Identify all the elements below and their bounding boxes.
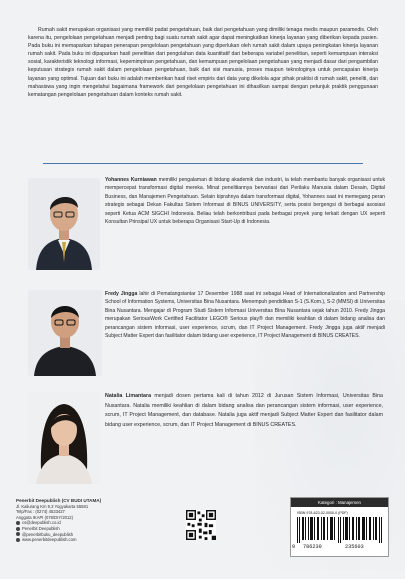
publisher-address: Jl. Kaliurang Km 9,3 Yogyakarta 55581 [16, 503, 89, 509]
publisher-member: Anggota IKAPI (076/DIY/2012) [16, 514, 74, 520]
email-icon [16, 521, 20, 525]
author-photo-fredy [28, 290, 102, 376]
author-name: Yohannes Kurniawan [105, 177, 157, 183]
publisher-name: Penerbit Deepublish (CV BUDI UTAMA) [16, 498, 102, 503]
publisher-phone: Telp/Fax : (0274) 4533427 [16, 509, 65, 515]
barcode-digit-first: 9 [292, 544, 296, 550]
author-bio-text: memiliki pengalaman di bidang akademik dan industri, ia telah membantu banyak organisasi untuk mempercepat transformasi digital mereka. Minat penelitiannya bervariasi dari Perilaku Manusia dalam Desain, Digital Business, dan Manajemen Pengetahuan. Selain kiprahnya dalam transformasi digital, Yohannes saat ini memegang peran strategis sebagai Dekan Fakultas Sistem Informasi di BINUS UNIVERSITY, serta posisi bergengsi di berbagai asosiasi seperti Ketua ACM SIGCHI Indonesia. Beliau telah berkontribusi pada berbagai proyek yang terkait dengan UX seperti Konsultan Prinsipal UX untuk beberapa Organisasi Start-Up di Indonesia. [105, 177, 386, 226]
publisher-email: cs@deepublish.co.id [22, 520, 61, 526]
publisher-website: www.penerbitdeepublish.com [22, 537, 77, 543]
author-photo-natalia [28, 392, 100, 484]
barcode-digit-group-1: 786230 [303, 544, 322, 550]
portrait-image [28, 178, 100, 270]
publisher-facebook: Penerbit Deepublish [22, 525, 60, 531]
isbn-barcode [290, 497, 389, 557]
book-synopsis [28, 26, 378, 99]
author-bio-natalia [105, 392, 383, 430]
publisher-instagram: @penerbitbuku_deepublish [22, 531, 74, 537]
publisher-info [16, 498, 136, 543]
publisher-website-line [16, 537, 136, 543]
qr-code-icon [186, 510, 216, 540]
author-bio-yohannes [105, 176, 385, 226]
portrait-image [28, 290, 102, 376]
author-bio-text: menjadi dosen pertama kali di tahun 2012 di Jurusan Sistem Informasi, Universitas Bina Nusantara. Natalia memiliki keahlian di dalam bidang analisa dan perancangan sistem informasi, user experience, scrum, IT Project Management, dan database. Natalia juga aktif menjadi Subject Matter Expert dan fasilitator dalam bidang user experience, scrum, dan IT Project Management di BINUS CREATES. [105, 393, 383, 428]
synopsis-paragraph: Rumah sakit merupakan organisasi yang memiliki padat pengetahuan, baik dari pengetahuan yang dimiliki tenaga medis maupun paramedis. Oleh karena itu, pengelolaan pengetahuan menjadi penting bagi suatu rumah sakit agar dapat meningkatkan kinerja layanan yang diberikan kepada pasien. Pada buku ini memaparkan tahapan penerapan pengelolaan pengetahuan yang diperlukan oleh rumah sakit dalam upaya peningkatan kinerja layanan rumah sakit. Pada buku ini dipaparkan hasil penelitian dari pengolahan data kuantitatif dari beberapa variabel penelitian, seperti kemampuan interaksi sosial, karakteristik teknologi informasi, kepemimpinan pengetahuan, dan kemampuan pengelolaan pengetahuan yang menjadi dasar dari pengambilan keputusan strategis rumah sakit dalam pengelolaan pengetahuan, baik dari sisi manusia, proses maupun teknologinya untuk pencapaian kinerja layanan yang optimal. Tujuan dari buku ini adalah memberikan hasil riset empiris dari data yang dikelola agar pihak praktisi di rumah sakit, peneliti, dan mahasiswa yang ingin mengetahui bagaimana framework dari pengelolaan pengetahuan ini dihasilkan sampai dengan petunjuk praktik penggunaan kematangan pengelolaan pengetahuan dalam konteks rumah sakit. [28, 27, 378, 98]
facebook-icon [16, 527, 20, 531]
globe-icon [16, 538, 20, 542]
instagram-icon [16, 532, 20, 536]
section-divider [43, 163, 363, 164]
author-bio-fredy [105, 290, 385, 340]
author-name: Natalia Limantara [105, 393, 152, 399]
isbn-number: ISBN 978-623-02-0000-0 (PDF) [297, 511, 348, 515]
barcode-digit-group-2: 235603 [345, 544, 364, 550]
barcode-bars [297, 517, 382, 543]
category-label: Kategori : Manajemen [291, 498, 388, 507]
author-bio-text: lahir di Pematangsiantar 17 Desember 1988 saat ini sebagai Head of Internationalization and Partnership School of Information Systems, Universitas Bina Nusantara. Menempuh pendidikan S-1 (S.Kom.), S-2 (MMSI) di Universitas Bina Nusantara. Mengajar di Program Studi Sistem Informasi Universitas Bina Nusantara sejak tahun 2010. Fredy Jingga merupakan SeriousWork Certified Facilitator LEGO® Serious play® dan memiliki keahlian di dalam bidang analisa dan perancangan sistem informasi, user experience, scrum, dan IT Project Management. Fredy Jingga juga aktif menjadi Subject Matter Expert dan fasilitator dalam bidang user experience, IT Project Management di BINUS CREATES. [105, 291, 385, 340]
author-name: Fredy Jingga [105, 291, 138, 297]
portrait-image [28, 392, 100, 484]
author-photo-yohannes [28, 178, 100, 270]
